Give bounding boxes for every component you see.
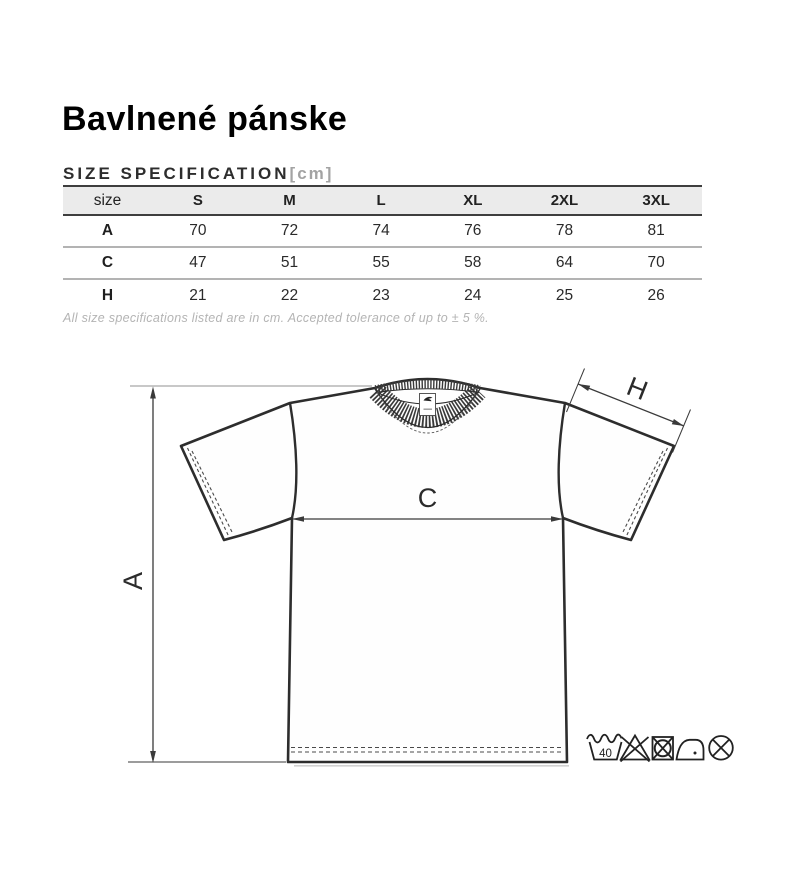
- dim-h-label: H: [622, 371, 652, 407]
- dim-h-arrow-left: [578, 384, 590, 391]
- value-cell: 47: [189, 254, 207, 271]
- care-symbols: [587, 735, 733, 762]
- value-cell: 70: [647, 254, 665, 271]
- header-cell-size: size: [93, 191, 122, 209]
- header-cell-m: M: [283, 192, 296, 209]
- value-cell: 51: [280, 254, 299, 271]
- table-row-a: [63, 215, 702, 247]
- value-cell: 70: [189, 222, 207, 239]
- value-cell: 72: [280, 222, 299, 239]
- section-heading: [63, 164, 333, 184]
- header-cell-s: S: [192, 192, 203, 209]
- dim-c-label: C: [417, 483, 438, 513]
- section-heading-text: SIZE SPECIFICATION: [63, 164, 290, 183]
- wash-40-icon: [587, 735, 622, 760]
- do-not-dry-clean-icon: [709, 736, 733, 760]
- value-cell: 64: [555, 254, 574, 271]
- tshirt-diagram: [0, 340, 794, 870]
- dry-clean-cross: [713, 739, 730, 756]
- iron-one-dot-icon: [677, 740, 704, 760]
- row-label-cell: C: [101, 254, 114, 271]
- value-cell: 74: [372, 222, 390, 239]
- value-cell: 26: [647, 286, 665, 304]
- wash-temp-label: 40: [599, 748, 612, 760]
- dim-a-label: A: [118, 571, 148, 591]
- value-cell: 78: [555, 222, 574, 239]
- value-cell: 58: [464, 254, 482, 271]
- iron-body: [677, 740, 704, 760]
- value-cell: 22: [280, 286, 299, 304]
- size-table-header-row: [63, 186, 702, 215]
- do-not-bleach-icon: [621, 736, 650, 762]
- bleach-cross: [621, 737, 650, 762]
- value-cell: 21: [189, 286, 207, 304]
- value-cell: 24: [464, 286, 482, 304]
- label-text-line: [424, 409, 433, 410]
- size-table: [63, 185, 702, 311]
- row-label-cell: H: [101, 286, 114, 304]
- dim-a-arrow-top: [150, 387, 156, 399]
- dim-a-arrow-bottom: [150, 751, 156, 763]
- row-label-cell: A: [101, 222, 114, 239]
- value-cell: 81: [647, 222, 665, 239]
- section-heading-unit: [cm]: [289, 164, 334, 183]
- dim-h-extension-line-2: [673, 410, 691, 453]
- dim-h-extension-line-1: [567, 369, 585, 413]
- collar-label-tag: [420, 394, 436, 416]
- header-cell-l: L: [376, 192, 386, 209]
- value-cell: 55: [372, 254, 390, 271]
- header-cell-2xl: 2XL: [550, 192, 579, 209]
- tshirt-outline: [181, 379, 674, 762]
- page-title: Bavlnené pánske: [62, 100, 348, 138]
- value-cell: 76: [464, 222, 482, 239]
- value-cell: 23: [372, 286, 390, 304]
- do-not-tumble-dry-icon: [653, 737, 674, 760]
- iron-dot: [694, 752, 697, 755]
- washtub-rim: [587, 735, 622, 743]
- table-row-c: [63, 247, 702, 279]
- table-row-h: [63, 279, 702, 311]
- header-cell-3xl: 3XL: [642, 192, 670, 209]
- header-cell-xl: XL: [463, 192, 483, 209]
- value-cell: 25: [555, 286, 574, 304]
- dim-h-arrow-right: [672, 419, 684, 426]
- tolerance-note: All size specifications listed are in cm. Accepted tolerance of up to ± 5 %.: [63, 311, 489, 325]
